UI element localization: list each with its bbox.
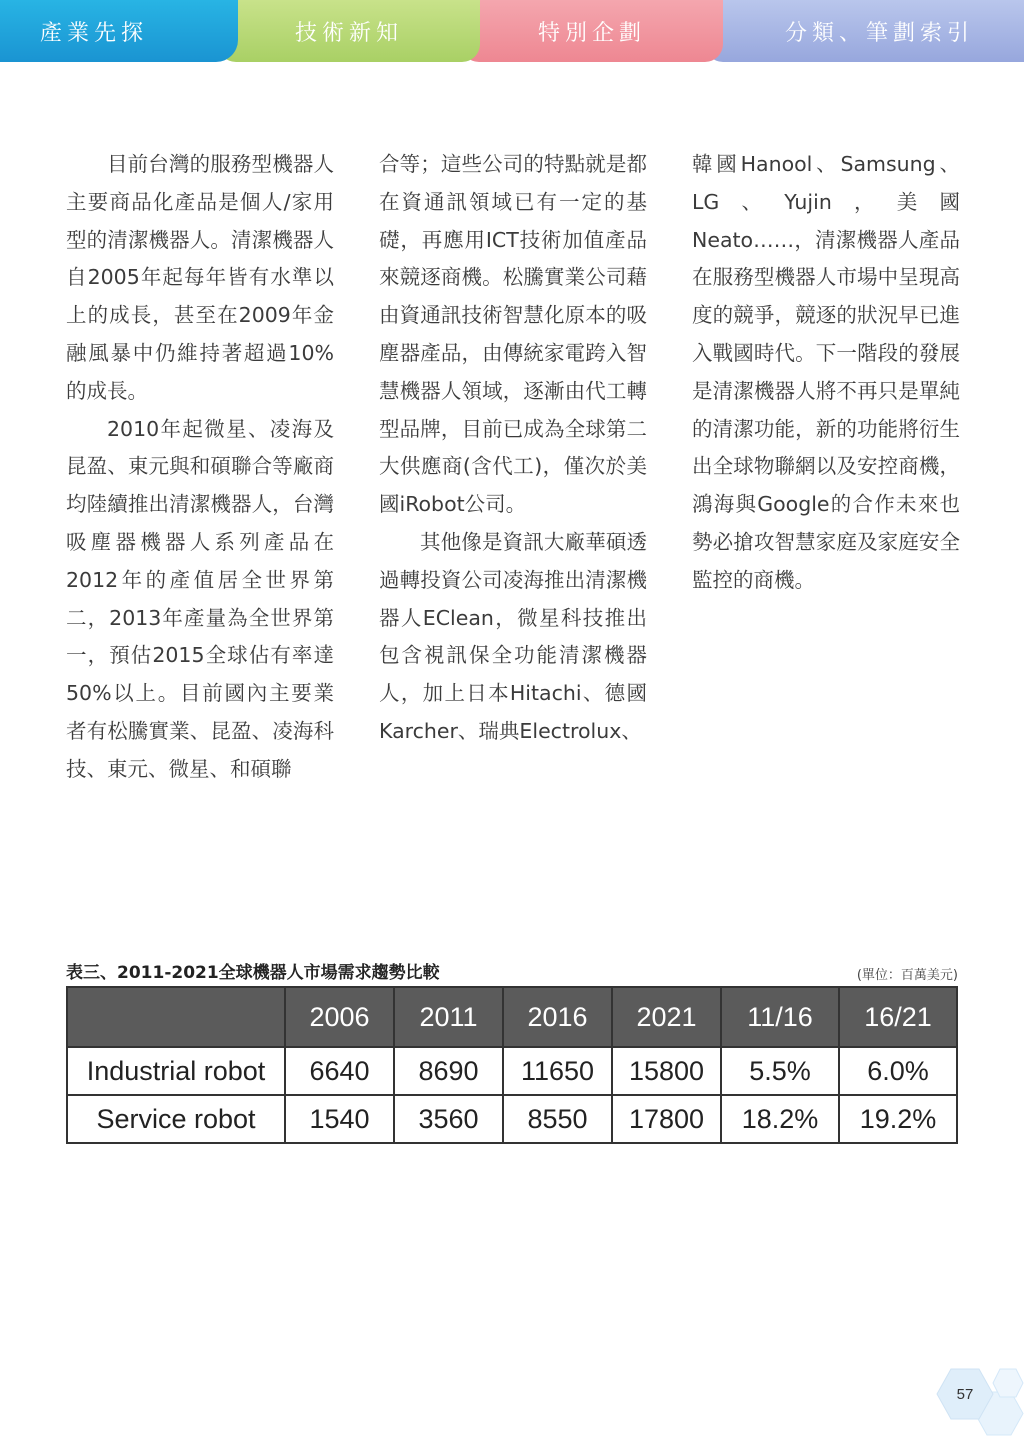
tab-special-feature-label: 特別企劃 (537, 20, 646, 46)
tab-index-label: 分類、筆劃索引 (784, 20, 974, 46)
article-paragraph: 韓國Hanool、Samsung、LG、Yujin，美國Neato……，清潔機器人產品在服務型機器人市場中呈現高度的競爭，競逐的狀況早已進入戰國時代。下一階段的發展是清潔機器人將不再只是單純的清潔功能，新的功能將衍生出全球物聯網以及安控商機，鴻海與Google的合作未來也勢必搶攻智慧家庭及家庭安全監控的商機。 (692, 152, 960, 592)
article-paragraph: 2010年起微星、凌海及昆盈、東元與和碩聯合等廠商均陸續推出清潔機器人，台灣吸塵器機器人系列產品在2012年的產值居全世界第二，2013年產量為全世界第一，預估2015全球佔有率達50%以上。目前國內主要業者有松騰實業、昆盈、凌海科技、東元、微星、和碩聯 (66, 416, 334, 781)
robot-demand-table (66, 986, 958, 1144)
article-paragraph: 其他像是資訊大廠華碩透過轉投資公司凌海推出清潔機器人EClean，微星科技推出包含視訊保全功能清潔機器人，加上日本Hitachi、德國Karcher、瑞典Electrolux、 (379, 529, 647, 743)
table-row-label: Industrial robot (67, 1047, 285, 1095)
table-unit-note: (單位：百萬美元) (856, 968, 958, 983)
hexagon-decoration-icon (992, 1368, 1024, 1398)
article-column-3 (692, 146, 960, 600)
table-header-cell (67, 987, 285, 1047)
table-row (67, 1047, 957, 1095)
table-header-cell: 11/16 (721, 987, 839, 1047)
table-cell: 15800 (612, 1047, 721, 1095)
table-header-cell: 2021 (612, 987, 721, 1047)
page-number: 57 (956, 1385, 974, 1403)
table-cell: 8690 (394, 1047, 503, 1095)
page-number-badge (930, 1366, 1024, 1437)
article-paragraph: 合等；這些公司的特點就是都在資通訊領域已有一定的基礎，再應用ICT技術加值產品來競逐商機。松騰實業公司藉由資通訊技術智慧化原本的吸塵器產品，由傳統家電跨入智慧機器人領域，逐漸由代工轉型品牌，目前已成為全球第二大供應商(含代工)，僅次於美國iRobot公司。 (379, 152, 647, 517)
article-column-2 (379, 146, 647, 751)
table-caption: 表三、2011-2021全球機器人市場需求趨勢比較 (66, 963, 440, 983)
table-header-cell: 2016 (503, 987, 612, 1047)
article-column-1 (66, 146, 334, 789)
table-header-cell: 2011 (394, 987, 503, 1047)
tab-tech-news[interactable] (218, 0, 480, 62)
tab-special-feature[interactable] (461, 0, 723, 62)
table-header-row (67, 987, 957, 1047)
table-header-cell: 16/21 (839, 987, 957, 1047)
table-cell: 11650 (503, 1047, 612, 1095)
table-cell: 3560 (394, 1095, 503, 1143)
tab-index[interactable] (705, 0, 1024, 62)
table-row (67, 1095, 957, 1143)
tab-tech-news-label: 技術新知 (294, 20, 403, 46)
tab-industry-explore-label: 產業先探 (40, 20, 149, 46)
table-cell: 19.2% (839, 1095, 957, 1143)
table-cell: 1540 (285, 1095, 394, 1143)
table-header-cell: 2006 (285, 987, 394, 1047)
table-row-label: Service robot (67, 1095, 285, 1143)
table-cell: 18.2% (721, 1095, 839, 1143)
tab-industry-explore[interactable] (0, 0, 238, 62)
table-cell: 17800 (612, 1095, 721, 1143)
table-cell: 6640 (285, 1047, 394, 1095)
article-paragraph: 目前台灣的服務型機器人主要商品化產品是個人/家用型的清潔機器人。清潔機器人自2005年起每年皆有水準以上的成長，甚至在2009年金融風暴中仍維持著超過10%的成長。 (66, 152, 334, 403)
section-tab-bar (0, 0, 1024, 62)
table-cell: 6.0% (839, 1047, 957, 1095)
table-cell: 8550 (503, 1095, 612, 1143)
table-cell: 5.5% (721, 1047, 839, 1095)
